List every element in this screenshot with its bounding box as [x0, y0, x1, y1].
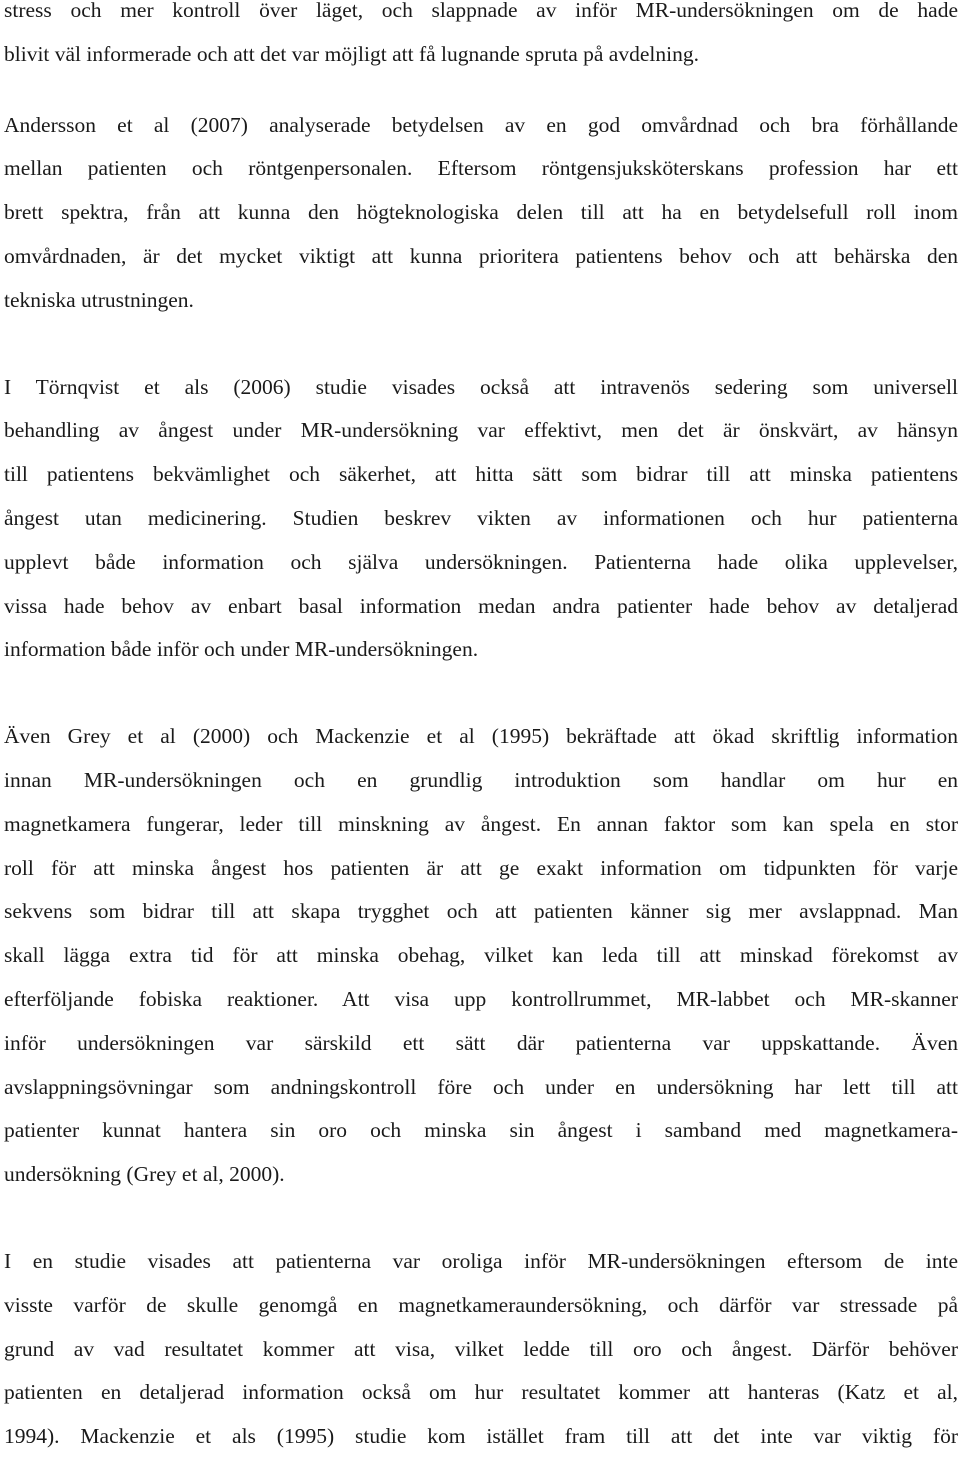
paragraph-line: tekniska utrustningen. — [4, 287, 194, 312]
paragraph-line: avslappningsövningar som andningskontroll före och under en undersökning har lett till att — [4, 1074, 958, 1099]
paragraph-line: I en studie visades att patienterna var oroliga inför MR-undersökningen eftersom de inte — [4, 1248, 958, 1273]
paragraph-line: Även Grey et al (2000) och Mackenzie et al (1995) bekräftade att ökad skriftlig information — [4, 724, 958, 749]
paragraph-line: till patientens bekvämlighet och säkerhet, att hitta sätt som bidrar till att minska patientens — [4, 462, 958, 487]
paragraph-line: roll för att minska ångest hos patienten är att ge exakt information om tidpunkten för varje — [4, 855, 958, 880]
paragraph-line: Andersson et al (2007) analyserade betydelsen av en god omvårdnad och bra förhållande — [4, 112, 958, 137]
paragraph-line: vissa hade behov av enbart basal information medan andra patienter hade behov av detaljerad — [4, 593, 958, 618]
paragraph-line: 1994). Mackenzie et als (1995) studie kom istället fram till att det inte var viktig för — [4, 1424, 958, 1449]
paragraph-line: blivit väl informerade och att det var möjligt att få lugnande spruta på avdelning. — [4, 41, 699, 66]
paragraph-line: stress och mer kontroll över läget, och slappnade av inför MR-undersökningen om de hade — [4, 0, 958, 22]
paragraph-line: grund av vad resultatet kommer att visa, vilket ledde till oro och ångest. Därför behöver — [4, 1336, 958, 1361]
paragraph-line: mellan patienten och röntgenpersonalen. Eftersom röntgensjuksköterskans profession har ett — [4, 156, 958, 181]
paragraph-2 — [4, 104, 958, 323]
paragraph-line: skall lägga extra tid för att minska obehag, vilket kan leda till att minskad förekomst av — [4, 943, 958, 968]
paragraph-line: visste varför de skulle genomgå en magnetkameraundersökning, och därför var stressade på — [4, 1292, 958, 1317]
document-page — [4, 0, 958, 1459]
paragraph-line: sekvens som bidrar till att skapa trygghet och att patienten känner sig mer avslappnad. Man — [4, 899, 958, 924]
paragraph-line: behandling av ångest under MR-undersökning var effektivt, men det är önskvärt, av hänsyn — [4, 418, 958, 443]
paragraph-1 — [4, 0, 958, 77]
paragraph-line: magnetkamera fungerar, leder till minskning av ångest. En annan faktor som kan spela en stor — [4, 811, 958, 836]
paragraph-line: brett spektra, från att kunna den högteknologiska delen till att ha en betydelsefull roll inom — [4, 200, 958, 225]
paragraph-line: omvårdnaden, är det mycket viktigt att kunna prioritera patientens behov och att behärska den — [4, 243, 958, 268]
paragraph-line: information både inför och under MR-undersökningen. — [4, 637, 479, 662]
paragraph-line: inför undersökningen var särskild ett sätt där patienterna var uppskattande. Även — [4, 1030, 958, 1055]
paragraph-line: I Törnqvist et als (2006) studie visades också att intravenös sedering som universell — [4, 374, 958, 399]
paragraph-line: ångest utan medicinering. Studien beskrev vikten av informationen och hur patienterna — [4, 505, 958, 530]
paragraph-3 — [4, 366, 958, 673]
paragraph-line: upplevt både information och själva undersökningen. Patienterna hade olika upplevelser, — [4, 549, 958, 574]
paragraph-4 — [4, 715, 958, 1197]
paragraph-line: undersökning (Grey et al, 2000). — [4, 1162, 285, 1187]
paragraph-line: patienter kunnat hantera sin oro och minska sin ångest i samband med magnetkamera- — [4, 1118, 958, 1143]
paragraph-line: patienten en detaljerad information också om hur resultatet kommer att hanteras (Katz et al, — [4, 1380, 958, 1405]
paragraph-line: efterföljande fobiska reaktioner. Att visa upp kontrollrummet, MR-labbet och MR-skanner — [4, 986, 958, 1011]
paragraph-line: innan MR-undersökningen och en grundlig introduktion som handlar om hur en — [4, 767, 958, 792]
paragraph-5 — [4, 1240, 958, 1459]
